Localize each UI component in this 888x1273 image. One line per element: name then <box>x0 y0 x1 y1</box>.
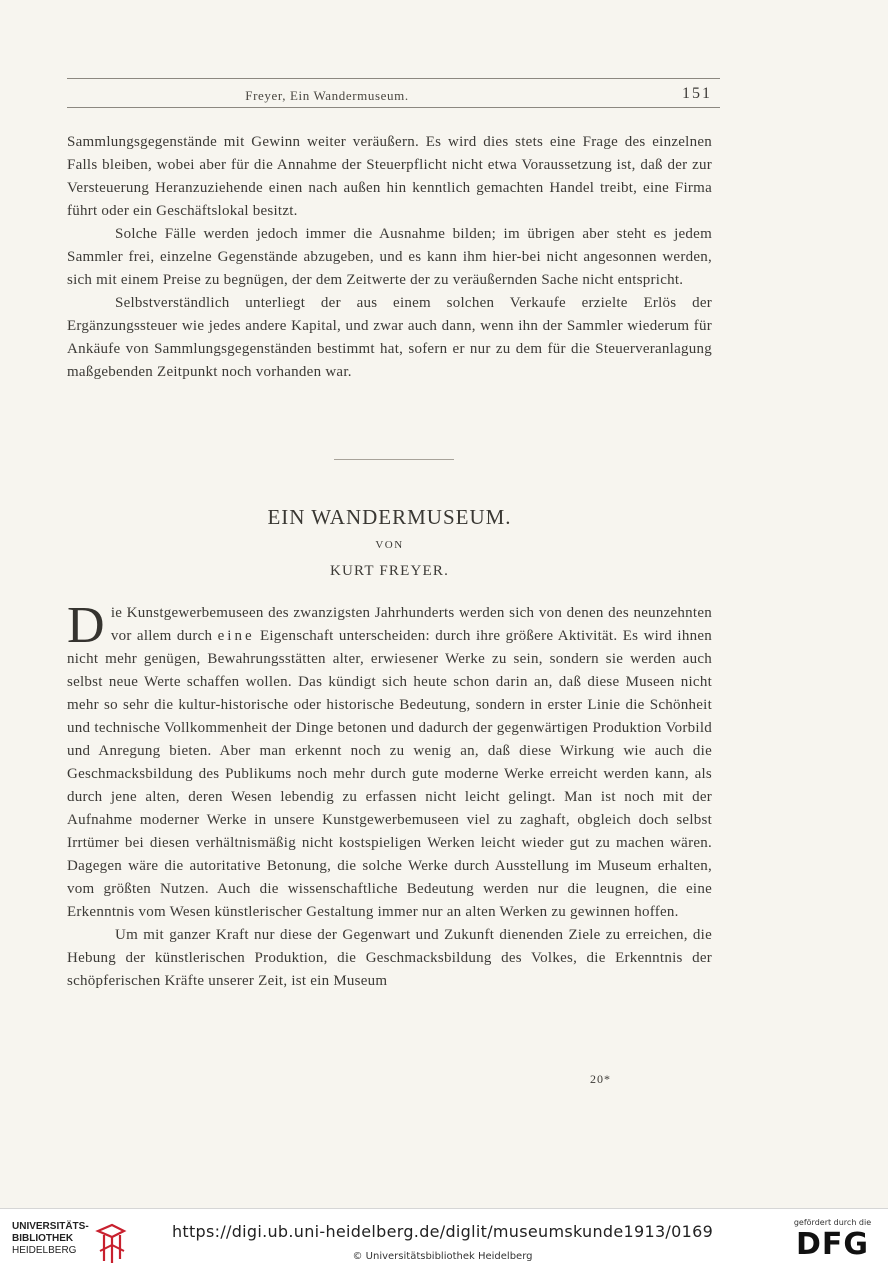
paragraph <box>67 597 712 924</box>
logo-line: UNIVERSITÄTS- <box>12 1221 89 1232</box>
logo-line: BIBLIOTHEK <box>12 1233 74 1244</box>
page-number: 151 <box>682 85 712 102</box>
running-head: Freyer, Ein Wandermuseum. <box>245 88 409 103</box>
dfg-wordmark: DFG <box>795 1227 870 1262</box>
copyright-notice: © Universitätsbibliothek Heidelberg <box>352 1251 533 1262</box>
signature-mark: 20* <box>590 1072 611 1086</box>
permalink-url[interactable]: https://digi.ub.uni-heidelberg.de/diglit/museumskunde1913/0169 <box>171 1222 714 1241</box>
library-logo[interactable] <box>12 1221 132 1265</box>
logo-line: HEIDELBERG <box>12 1245 77 1256</box>
byline-von: VON <box>375 539 404 551</box>
paragraph: Sammlungsgegenstände mit Gewinn weiter veräußern. Es wird dies stets eine Frage des einzelnen Falls bleiben, wobei aber für die Annahme der Steuerpflicht nicht etwa Voraussetzung ist, daß der zur Versteuerung Heranzuziehende einen nach außen hin kenntlich gemachten Handel treibt, eine Firma führt oder ein Geschäftslokal besitzt. <box>67 134 712 219</box>
paragraph-text: Eigenschaft unterscheiden: durch ihre größere Aktivität. Es wird ihnen nicht mehr genügen, Bewahrungsstätten alter, erwiesener Werke zu sein, sondern sie werden auch selbst neue Werte schaffen wollen. Das kündigt sich heute schon darin an, daß diese Museen nicht mehr so sehr die kultur-historische oder historische Bedeutung, sondern in erster Linie die Schönheit und technische Vollkommenheit der Dinge betonen und dadurch der gegenwärtigen Produktion Vorbild und Anregung bieten. Aber man erkennt noch zu wenig an, daß diese Wirkung wie auch die Geschmacksbildung des Publikums noch mehr durch gute moderne Werke erreicht werden kann, als durch jene alten, deren Wesen lebendig zu erfassen nicht leicht gelingt. Man ist noch mit der Aufnahme moderner Werke in unsere Kunstgewerbemuseen viel zu zaghaft, obgleich doch selbst Irrtümer bei diesen verhältnismäßig nicht kostspieligen Werken leicht wieder gut zu machen wären. Dagegen wäre die autoritative Betonung, die solche Werke durch Ausstellung im Museum erhalten, vom größten Nutzen. Auch die wissenschaftliche Bedeutung werden nur die leugnen, die eine Erkenntnis vom Wesen künstlerischer Gestaltung immer nur an alten Werken zu gewinnen hoffen. <box>67 628 712 920</box>
dfg-logo[interactable] <box>785 1218 880 1268</box>
article-title: EIN WANDERMUSEUM. <box>267 505 512 529</box>
footer-bar <box>0 1208 888 1273</box>
emphasized-word: eine <box>217 628 255 644</box>
header-rule <box>67 107 720 108</box>
paragraph-text: ie Kunstgewerbemuseen des zwanzigsten Jahrhunderts werden sich von denen des neunzehnten vor allem durch <box>110 605 712 644</box>
library-mark-icon <box>94 1221 128 1265</box>
paragraph: Selbstverständlich unterliegt der aus einem solchen Verkaufe erzielte Erlös der Ergänzungssteuer wie jedes andere Kapital, und zwar auch dann, wenn ihn der Sammler wiederum für Ankäufe von Sammlungsgegenständen bestimmt hat, sofern er nur zu dem für die Steuerveranlagung maßgebenden Zeitpunkt noch vorhanden war. <box>67 295 712 380</box>
library-logo-text <box>12 1221 89 1257</box>
top-rule <box>67 78 720 79</box>
section-divider <box>334 459 454 460</box>
article-body <box>67 597 712 993</box>
funder-note: gefördert durch die <box>793 1218 872 1227</box>
drop-cap: D <box>67 597 105 654</box>
article-author: KURT FREYER. <box>329 563 450 579</box>
paragraph: Um mit ganzer Kraft nur diese der Gegenwart und Zukunft dienenden Ziele zu erreichen, die Hebung der künstlerischen Produktion, die Geschmacksbildung des Volkes, die Erkenntnis der schöpferischen Kräfte unserer Zeit, ist ein Museum <box>67 927 712 989</box>
paragraph: Solche Fälle werden jedoch immer die Ausnahme bilden; im übrigen aber steht es jedem Sammler frei, einzelne Gegenstände abzugeben, und es kann ihm hier-bei nicht angesonnen werden, sich mit einem Preise zu begnügen, der dem Zeitwerte der zu veräußernden Sache nicht entspricht. <box>67 226 712 288</box>
previous-article-text <box>67 131 712 384</box>
